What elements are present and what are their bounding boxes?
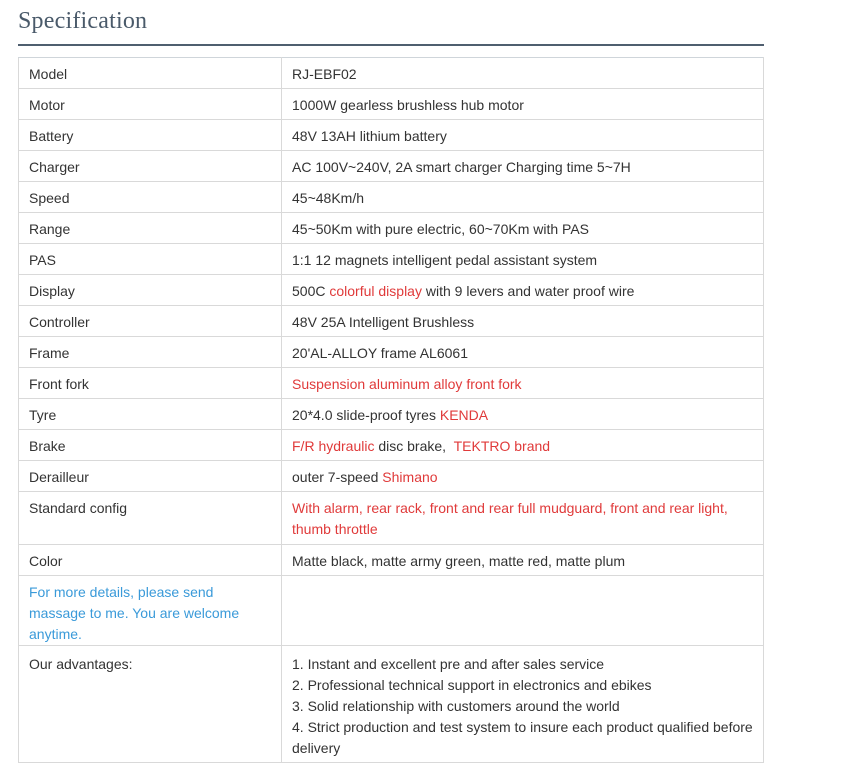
table-row <box>19 430 764 461</box>
highlight-text: TEKTRO brand <box>453 438 551 454</box>
advantages-list <box>282 646 764 763</box>
spec-value: 45~50Km with pure electric, 60~70Km with PAS <box>282 213 764 244</box>
spec-value <box>282 275 764 306</box>
spec-key: Model <box>19 58 282 89</box>
spec-key: Our advantages: <box>19 646 282 763</box>
advantage-item: 4. Strict production and test system to insure each product qualified before delivery <box>292 719 753 756</box>
spec-value: 48V 25A Intelligent Brushless <box>282 306 764 337</box>
table-row <box>19 399 764 430</box>
table-row <box>19 646 764 763</box>
table-row <box>19 275 764 306</box>
spec-value <box>282 430 764 461</box>
table-row <box>19 461 764 492</box>
spec-key: Standard config <box>19 492 282 545</box>
spec-value: 1000W gearless brushless hub motor <box>282 89 764 120</box>
highlight-text: KENDA <box>439 407 489 423</box>
contact-note: For more details, please send massage to me. You are welcome anytime. <box>19 576 282 646</box>
table-row <box>19 576 764 646</box>
value-text: outer 7-speed <box>292 469 383 485</box>
spec-value: With alarm, rear rack, front and rear full mudguard, front and rear light, thumb throttle <box>282 492 764 545</box>
value-text: 500C <box>292 283 330 299</box>
table-row <box>19 337 764 368</box>
spec-value: 20'AL-ALLOY frame AL6061 <box>282 337 764 368</box>
spec-key: Charger <box>19 151 282 182</box>
spec-key: Battery <box>19 120 282 151</box>
table-row <box>19 368 764 399</box>
spec-key: Range <box>19 213 282 244</box>
spec-value <box>282 461 764 492</box>
spec-key: Front fork <box>19 368 282 399</box>
highlight-text: F/R hydraulic <box>292 438 375 454</box>
spec-key: Color <box>19 545 282 576</box>
spec-value <box>282 399 764 430</box>
table-row <box>19 213 764 244</box>
value-text: with 9 levers and water proof wire <box>421 283 635 299</box>
spec-key: Tyre <box>19 399 282 430</box>
spec-key: Controller <box>19 306 282 337</box>
highlight-text: colorful display <box>329 283 422 299</box>
table-row <box>19 244 764 275</box>
spec-value: RJ-EBF02 <box>282 58 764 89</box>
spec-key: Frame <box>19 337 282 368</box>
spec-value: 45~48Km/h <box>282 182 764 213</box>
table-row <box>19 89 764 120</box>
spec-value: 48V 13AH lithium battery <box>282 120 764 151</box>
advantage-item: 2. Professional technical support in electronics and ebikes <box>292 677 652 693</box>
value-text: disc brake, <box>374 438 454 454</box>
table-row <box>19 120 764 151</box>
table-row <box>19 182 764 213</box>
contact-value <box>282 576 764 646</box>
spec-key: Display <box>19 275 282 306</box>
spec-key: Motor <box>19 89 282 120</box>
spec-table <box>18 57 764 763</box>
table-row <box>19 306 764 337</box>
value-text: 20*4.0 slide-proof tyres <box>292 407 440 423</box>
spec-key: Derailleur <box>19 461 282 492</box>
spec-key: Speed <box>19 182 282 213</box>
spec-value: 1:1 12 magnets intelligent pedal assistant system <box>282 244 764 275</box>
spec-key: Brake <box>19 430 282 461</box>
spec-key: PAS <box>19 244 282 275</box>
table-row <box>19 545 764 576</box>
table-row <box>19 492 764 545</box>
table-row <box>19 58 764 89</box>
spec-value: Matte black, matte army green, matte red, matte plum <box>282 545 764 576</box>
advantage-item: 3. Solid relationship with customers around the world <box>292 698 620 714</box>
table-row <box>19 151 764 182</box>
spec-value: Suspension aluminum alloy front fork <box>282 368 764 399</box>
advantage-item: 1. Instant and excellent pre and after sales service <box>292 656 605 672</box>
spec-value: AC 100V~240V, 2A smart charger Charging time 5~7H <box>282 151 764 182</box>
highlight-text: Shimano <box>382 469 438 485</box>
title-divider <box>18 44 764 46</box>
page-title: Specification <box>18 8 148 34</box>
